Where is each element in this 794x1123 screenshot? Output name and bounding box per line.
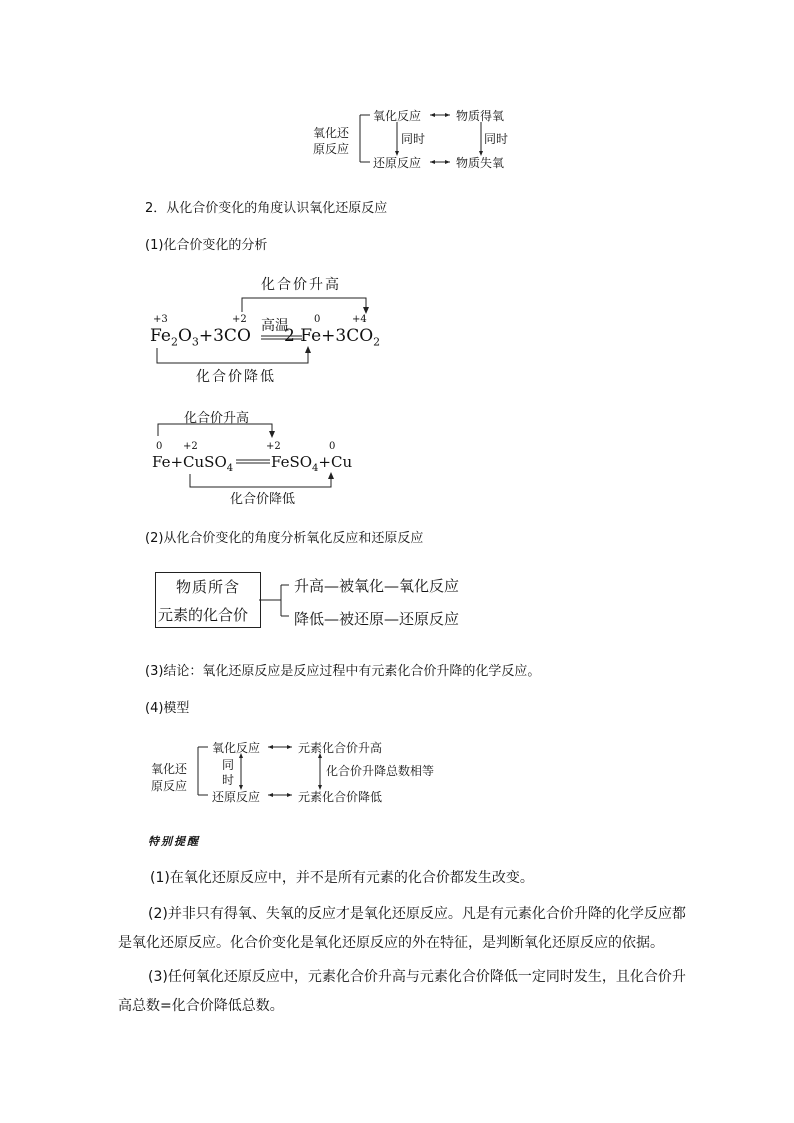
eq1-ox-fe-product: 0 <box>314 314 321 325</box>
eq2-fall-label: 化合价降低 <box>230 492 296 507</box>
eq1-sub2: 2 <box>170 335 178 349</box>
d2-left-label-2: 原反应 <box>151 779 188 793</box>
eq1-fe: Fe <box>150 326 171 346</box>
eq2-rhs-sub: 4 <box>312 463 319 474</box>
box-brace <box>259 575 299 625</box>
eq1-ox-c-product: +4 <box>352 314 367 325</box>
eq1-rise-label: 化合价升高 <box>261 277 341 293</box>
sub-2-heading: (2)从化合价变化的角度分析氧化反应和还原反应 <box>145 531 424 546</box>
eq1-sub3: 3 <box>191 335 199 349</box>
d1-oxidation: 氧化反应 <box>373 109 422 123</box>
eq2-rhs-cu: +Cu <box>318 453 353 471</box>
reminder-3: (3)任何氧化还原反应中，元素化合价升高与元素化合价降低一定同时发生，且化合价升高总数=化合价降低总数。 <box>118 969 686 1014</box>
eq1-2fe: 2 Fe <box>284 326 322 346</box>
eq2-rise-label: 化合价升高 <box>184 411 250 426</box>
d2-left-label-1: 氧化还 <box>151 762 188 776</box>
reminder-2: (2)并非只有得氧、失氧的反应才是氧化还原反应。凡是有元素化合价升降的化学反应都是氧化还原反应。化合价变化是氧化还原反应的外在特征，是判断氧化还原反应的依据。 <box>118 906 686 951</box>
eq1-co2-sub: 2 <box>373 335 381 349</box>
eq2-ox-fe-product: +2 <box>266 441 281 452</box>
d1-lose-oxygen: 物质失氧 <box>456 156 505 170</box>
box-lower-branch: 降低—被还原—还原反应 <box>294 610 460 628</box>
sub-4-heading: (4)模型 <box>145 701 190 716</box>
box-line-1: 物质所含 <box>176 578 241 596</box>
d2-reduction: 还原反应 <box>212 790 261 804</box>
sub-1-heading: (1)化合价变化的分析 <box>145 238 268 253</box>
eq1-ox-fe: +3 <box>153 314 168 325</box>
section-2-heading: 2．从化合价变化的角度认识氧化还原反应 <box>145 201 388 216</box>
eq1-o: O <box>177 326 192 346</box>
d1-gain-oxygen: 物质得氧 <box>456 109 505 123</box>
d2-valence-rise: 元素化合价升高 <box>298 741 383 755</box>
eq1-formula <box>150 326 251 348</box>
eq2-ox-fe: 0 <box>156 441 163 452</box>
eq2-lhs: Fe+CuSO <box>152 453 227 471</box>
eq1-fall-label: 化合价降低 <box>196 369 276 385</box>
eq2-ox-cu: +2 <box>183 441 198 452</box>
d1-simultaneous-left: 同时 <box>401 132 426 146</box>
reminder-1: (1)在氧化还原反应中，并不是所有元素的化合价都发生改变。 <box>150 870 534 886</box>
eq1-ox-c: +2 <box>232 314 247 325</box>
eq1-condition: 高温 <box>261 318 289 334</box>
eq2-formula-lhs <box>152 453 233 474</box>
reminder-heading: 特别提醒 <box>148 835 200 848</box>
d2-equal-total: 化合价升降总数相等 <box>326 764 435 778</box>
d1-left-label-2: 原反应 <box>313 142 350 156</box>
eq1-products <box>284 326 381 349</box>
d2-simultaneous-1: 同 <box>222 758 235 772</box>
d1-reduction: 还原反应 <box>373 156 422 170</box>
d2-simultaneous-2: 时 <box>222 773 235 787</box>
d1-left-label-1: 氧化还 <box>313 126 350 140</box>
d2-oxidation: 氧化反应 <box>212 741 261 755</box>
box-line-2: 元素的化合价 <box>158 606 249 624</box>
eq2-ox-cu-product: 0 <box>329 441 336 452</box>
d1-simultaneous-right: 同时 <box>484 132 509 146</box>
eq1-plus-3co2: +3CO <box>321 326 374 346</box>
eq2-formula-rhs <box>271 453 352 474</box>
eq2-rhs-feso: FeSO <box>271 453 313 471</box>
eq1-plus-3co: +3CO <box>198 326 251 346</box>
sub-3-conclusion: (3)结论：氧化还原反应是反应过程中有元素化合价升降的化学反应。 <box>145 664 541 679</box>
d2-valence-fall: 元素化合价降低 <box>298 790 383 804</box>
box-upper-branch: 升高—被氧化—氧化反应 <box>294 577 460 595</box>
eq2-lhs-sub: 4 <box>226 463 234 474</box>
